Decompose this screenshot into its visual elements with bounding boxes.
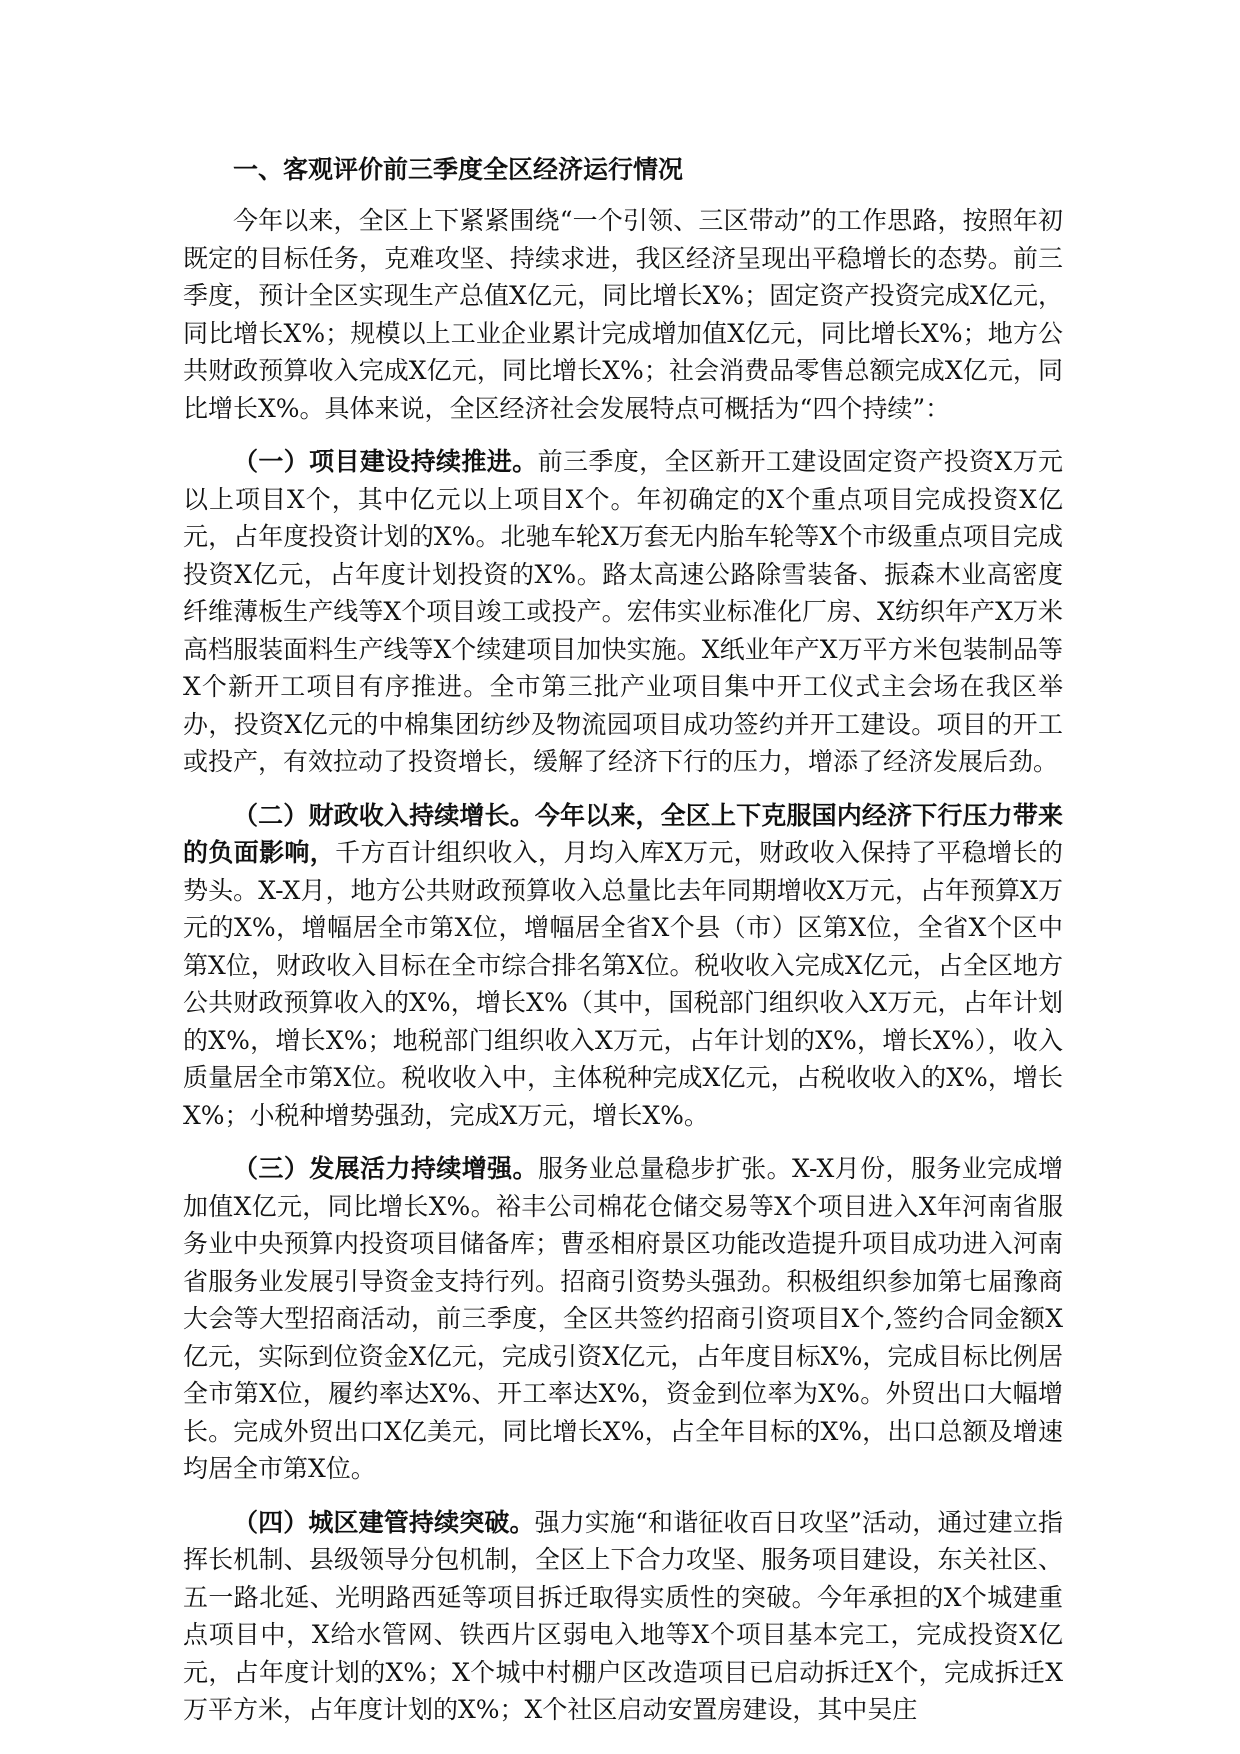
paragraph-lead: （四）城区建管持续突破。 <box>233 1507 535 1537</box>
paragraph-lead: （二）财政收入持续增长。今年以来，全区上下克服国内经济下行压力带来的负面影响， <box>183 800 1063 867</box>
section-heading: 一、客观评价前三季度全区经济运行情况 <box>233 155 684 184</box>
paragraph-body: 强力实施“和谐征收百日攻坚”活动，通过建立指挥长机制、县级领导分包机制，全区上下合力攻坚、服务项目建设，东关社区、五一路北延、光明路西延等项目拆迁取得实质性的突破。今年承担的X个城建重点项目中，X给水管网、铁西片区弱电入地等X个项目基本完工，完成投资X亿元，占年度计划的X%；X个城中村棚户区改造项目已启动拆迁X个，完成拆迁X万平方米，占年度计划的X%；X个社区启动安置房建设，其中吴庄 <box>183 1507 1063 1724</box>
paragraph-lead: （一）项目建设持续推进。 <box>233 447 538 476</box>
paragraph-body: 千方百计组织收入，月均入库X万元，财政收入保持了平稳增长的势头。X-X月，地方公共财政预算收入总量比去年同期增收X万元，占年预算X万元的X%，增幅居全市第X位，增幅居全省X个县（市）区第X位，全省X个区中第X位，财政收入目标在全市综合排名第X位。税收收入完成X亿元，占全区地方公共财政预算收入的X%，增长X%（其中，国税部门组织收入X万元，占年计划的X%，增长X%；地税部门组织收入X万元，占年计划的X%，增长X%），收入质量居全市第X位。税收收入中，主体税种完成X亿元，占税收收入的X%，增长X%；小税种增势强劲，完成X万元，增长X%。 <box>183 838 1063 1130</box>
paragraph-body: 服务业总量稳步扩张。X-X月份，服务业完成增加值X亿元，同比增长X%。裕丰公司棉花仓储交易等X个项目进入X年河南省服务业中央预算内投资项目储备库；曹丞相府景区功能改造提升项目成功进入河南省服务业发展引导资金支持行列。招商引资势头强劲。积极组织参加第七届豫商大会等大型招商活动，前三季度，全区共签约招商引资项目X个,签约合同金额X亿元，实际到位资金X亿元，完成引资X亿元，占年度目标X%，完成目标比例居全市第X位，履约率达X%、开工率达X%，资金到位率为X%。外贸出口大幅增长。完成外贸出口X亿美元，同比增长X%，占全年目标的X%，出口总额及增速均居全市第X位。 <box>183 1154 1063 1483</box>
paragraph-fiscal-revenue <box>183 797 1063 1135</box>
paragraph-lead: （三）发展活力持续增强。 <box>233 1154 538 1183</box>
paragraph-project-construction <box>183 443 1063 781</box>
paragraph-urban-construction <box>183 1504 1063 1729</box>
paragraph-development-vitality <box>183 1150 1063 1488</box>
intro-paragraph: 今年以来，全区上下紧紧围绕“一个引领、三区带动”的工作思路，按照年初既定的目标任务，克难攻坚、持续求进，我区经济呈现出平稳增长的态势。前三季度，预计全区实现生产总值X亿元，同比增长X%；固定资产投资完成X亿元，同比增长X%；规模以上工业企业累计完成增加值X亿元，同比增长X%；地方公共财政预算收入完成X亿元，同比增长X%；社会消费品零售总额完成X亿元，同比增长X%。具体来说，全区经济社会发展特点可概括为“四个持续”： <box>183 206 1063 423</box>
document-page <box>183 150 1063 1745</box>
paragraph-body: 前三季度，全区新开工建设固定资产投资X万元以上项目X个，其中亿元以上项目X个。年初确定的X个重点项目完成投资X亿元，占年度投资计划的X%。北驰车轮X万套无内胎车轮等X个市级重点项目完成投资X亿元，占年度计划投资的X%。路太高速公路除雪装备、振森木业高密度纤维薄板生产线等X个项目竣工或投产。宏伟实业标准化厂房、X纺织年产X万米高档服装面料生产线等X个续建项目加快实施。X纸业年产X万平方米包装制品等X个新开工项目有序推进。全市第三批产业项目集中开工仪式主会场在我区举办，投资X亿元的中棉集团纺纱及物流园项目成功签约并开工建设。项目的开工或投产，有效拉动了投资增长，缓解了经济下行的压力，增添了经济发展后劲。 <box>183 447 1063 776</box>
